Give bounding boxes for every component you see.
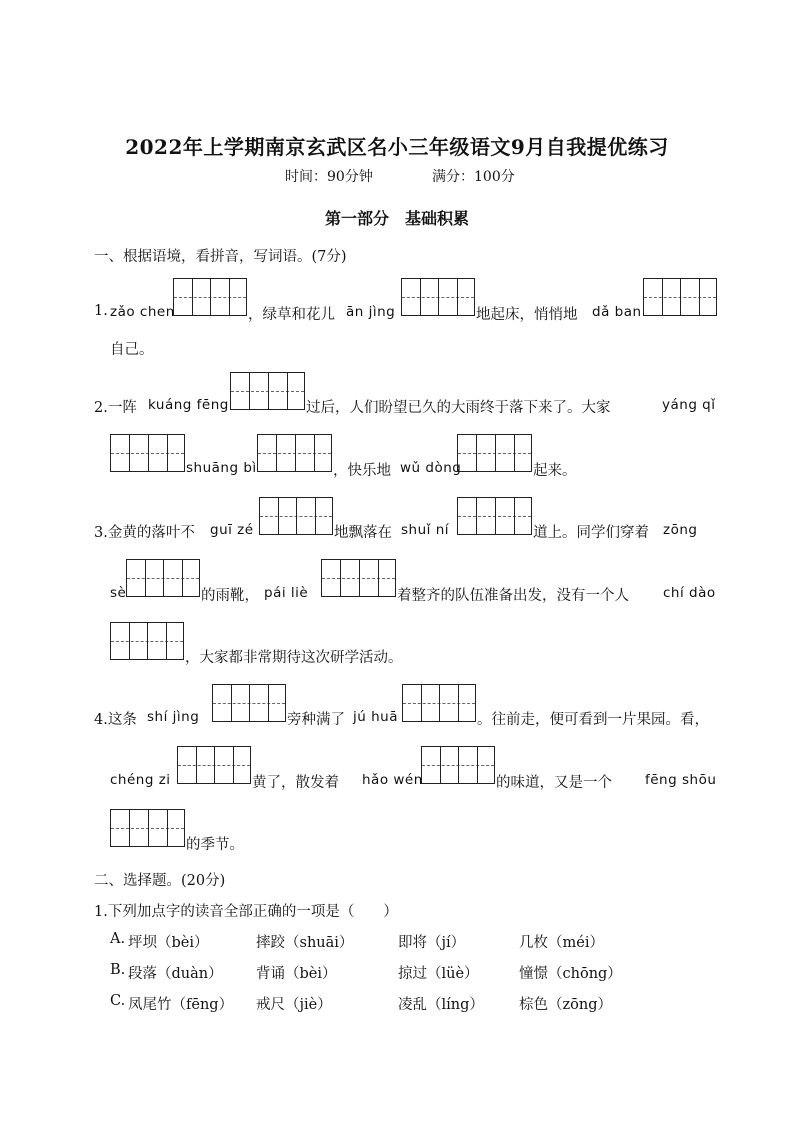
exam-score: 满分：100分 — [432, 169, 515, 185]
section1-heading: 一、根据语境，看拼音，写词语。(7分) — [94, 249, 347, 265]
exam-time: 时间：90分钟 — [285, 169, 373, 185]
answer-box[interactable] — [259, 497, 333, 535]
q3-text-1: 3.金黄的落叶不 — [94, 525, 195, 541]
answer-box[interactable] — [212, 684, 286, 722]
q2-text-4: 起来。 — [533, 463, 577, 479]
q4-text-2: 旁种满了 — [287, 712, 345, 728]
option-item: 戒尺（jiè） — [256, 997, 332, 1013]
q1-text-4: 自己。 — [110, 342, 154, 358]
option-label-a[interactable]: A. — [110, 931, 126, 947]
q4-text-6: 的季节。 — [186, 837, 244, 853]
q2-text-3: ，快乐地 — [333, 463, 391, 479]
q4-text-3: 。往前走，便可看到一片果园。看， — [477, 712, 709, 728]
q1-text-2: ，绿草和花儿 — [248, 307, 335, 323]
page-title: 2022年上学期南京玄武区名小三年级语文9月自我提优练习 — [125, 135, 669, 159]
q1-pinyin-3: dǎ ban — [592, 304, 642, 320]
answer-box[interactable] — [126, 559, 200, 597]
q2-text-1: 2.一阵 — [94, 400, 137, 416]
option-item: 即将（jí） — [398, 935, 466, 951]
answer-box[interactable] — [321, 559, 396, 597]
q1-pinyin-1: zǎo chen — [110, 304, 175, 320]
q1-number: 1. — [94, 303, 108, 319]
q3-pinyin-4: sè — [110, 585, 127, 601]
answer-box[interactable] — [177, 746, 251, 784]
option-item: 摔跤（shuāi） — [256, 935, 354, 951]
option-item: 棕色（zōng） — [519, 997, 612, 1013]
option-item: 憧憬（chōng） — [519, 966, 622, 982]
q3-pinyin-2: shuǐ ní — [401, 522, 449, 538]
q4-pinyin-4: hǎo wén — [362, 772, 423, 788]
answer-box[interactable] — [110, 622, 184, 660]
q3-text-3: 道上。同学们穿着 — [533, 525, 649, 541]
answer-box[interactable] — [421, 746, 495, 784]
q3-pinyin-6: chí dào — [663, 585, 716, 601]
answer-box[interactable] — [401, 278, 475, 316]
q4-text-1: 4.这条 — [94, 712, 137, 728]
q4-pinyin-3: chéng zi — [110, 772, 171, 788]
q4-pinyin-2: jú huā — [353, 709, 398, 725]
answer-box[interactable] — [257, 434, 332, 472]
option-label-c[interactable]: C. — [110, 993, 126, 1009]
q3-text-6: ，大家都非常期待这次研学活动。 — [185, 650, 403, 666]
option-item: 凌乱（líng） — [398, 997, 484, 1013]
option-item: 坪坝（bèi） — [128, 935, 209, 951]
option-item: 几枚（méi） — [519, 935, 604, 951]
q2-pinyin-3: shuāng bì — [186, 460, 257, 476]
answer-box[interactable] — [110, 809, 185, 847]
q3-text-4: 的雨靴， — [201, 588, 259, 604]
q3-pinyin-3: zōng — [663, 522, 698, 538]
q2-pinyin-2: yáng qǐ — [662, 397, 716, 413]
q3-text-2: 地飘落在 — [334, 525, 392, 541]
answer-box[interactable] — [402, 684, 476, 722]
answer-box[interactable] — [643, 278, 717, 316]
q2-pinyin-4: wǔ dòng — [400, 460, 462, 476]
answer-box[interactable] — [110, 434, 185, 472]
q2-pinyin-1: kuáng fēng — [148, 397, 229, 413]
answer-box[interactable] — [173, 278, 247, 316]
answer-box[interactable] — [457, 497, 532, 535]
answer-box[interactable] — [230, 372, 305, 410]
q4-text-5: 的味道，又是一个 — [496, 775, 612, 791]
option-item: 掠过（lüè） — [398, 966, 479, 982]
option-label-b[interactable]: B. — [110, 962, 126, 978]
section2-heading: 二、选择题。(20分) — [94, 873, 226, 889]
q1-text-3: 地起床，悄悄地 — [476, 307, 578, 323]
question-stem: 1.下列加点字的读音全部正确的一项是（ ） — [94, 904, 398, 920]
answer-box[interactable] — [457, 434, 532, 472]
q1-pinyin-2: ān jìng — [346, 304, 396, 320]
part-title: 第一部分 基础积累 — [324, 209, 469, 228]
q4-pinyin-1: shí jìng — [147, 709, 200, 725]
q3-pinyin-1: guī zé — [210, 522, 254, 538]
option-item: 段落（duàn） — [128, 966, 223, 982]
option-item: 背诵（bèi） — [256, 966, 337, 982]
q4-pinyin-5: fēng shōu — [645, 772, 717, 788]
q4-text-4: 黄了，散发着 — [252, 775, 339, 791]
q2-text-2: 过后，人们盼望已久的大雨终于落下来了。大家 — [306, 400, 611, 416]
q3-pinyin-5: pái liè — [264, 585, 309, 601]
option-item: 凤尾竹（fēng） — [128, 997, 234, 1013]
q3-text-5: 着整齐的队伍准备出发，没有一个人 — [397, 588, 629, 604]
